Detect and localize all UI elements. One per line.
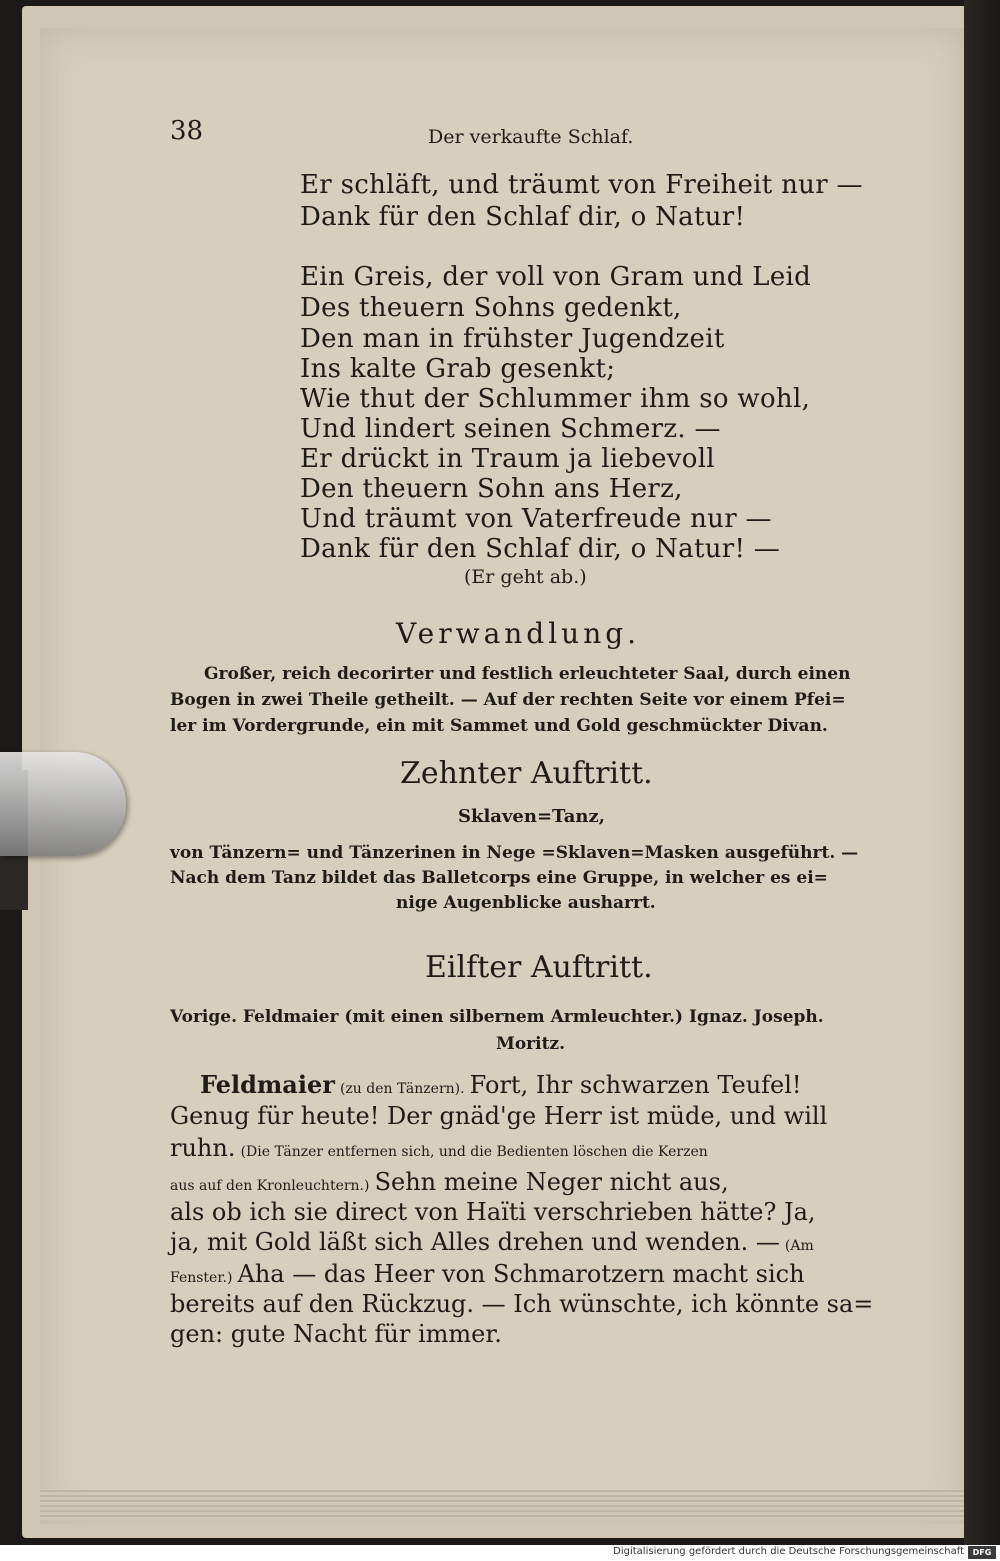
- stage-direction: (Am: [784, 1238, 814, 1254]
- stage-direction: (zu den Tänzern).: [339, 1081, 465, 1097]
- scene-description-line: nige Augenblicke ausharrt.: [396, 893, 656, 913]
- stage-direction: (Die Tänzer entfernen sich, und die Bedienten löschen die Kerzen: [240, 1144, 708, 1160]
- scene-description-line: von Tänzern= und Tänzerinen in Nege =Sklaven=Masken ausgeführt. —: [170, 843, 859, 863]
- funding-credit: Digitalisierung gefördert durch die Deutsche Forschungsgemeinschaft: [613, 1546, 964, 1557]
- stage-direction: Fenster.): [170, 1270, 233, 1286]
- verse-line: Den man in frühster Jugendzeit: [300, 324, 725, 354]
- verse-line: Er drückt in Traum ja liebevoll: [300, 444, 715, 474]
- dialogue-line: [170, 1228, 814, 1256]
- cast-list-line: Vorige. Feldmaier (mit einen silbernem Armleuchter.) Ignaz. Joseph.: [170, 1007, 824, 1027]
- dialogue-text: ja, mit Gold läßt sich Alles drehen und wenden. —: [170, 1228, 780, 1256]
- dialogue-line: [170, 1260, 805, 1288]
- verse-line: Er schläft, und träumt von Freiheit nur —: [300, 170, 863, 200]
- dialogue-line: gen: gute Nacht für immer.: [170, 1320, 502, 1348]
- verse-line: Wie thut der Schlummer ihm so wohl,: [300, 384, 811, 414]
- dialogue-line: [200, 1070, 802, 1099]
- dialogue-line: Genug für heute! Der gnäd'ge Herr ist müde, und will: [170, 1102, 828, 1130]
- cast-list-line: Moritz.: [496, 1034, 565, 1054]
- running-head: Der verkaufte Schlaf.: [428, 126, 634, 148]
- speaker-name: Feldmaier: [200, 1070, 335, 1099]
- verse-line: Und lindert seinen Schmerz. —: [300, 414, 721, 444]
- verse-line: Und träumt von Vaterfreude nur —: [300, 504, 772, 534]
- verse-line: Des theuern Sohns gedenkt,: [300, 293, 682, 323]
- footer-bar: [0, 1545, 1000, 1561]
- transformation-heading: Verwandlung.: [396, 617, 641, 650]
- dialogue-text: Fort, Ihr schwarzen Teufel!: [469, 1071, 802, 1099]
- verse-line: Den theuern Sohn ans Herz,: [300, 474, 683, 504]
- dialogue-line: bereits auf den Rückzug. — Ich wünschte, ich könnte sa=: [170, 1290, 874, 1318]
- dialogue-text: Aha — das Heer von Schmarotzern macht sich: [237, 1260, 805, 1288]
- scene-description-line: Bogen in zwei Theile getheilt. — Auf der rechten Seite vor einem Pfei=: [170, 690, 846, 710]
- bookmark-clip: [0, 752, 126, 856]
- dialogue-text: Sehn meine Neger nicht aus,: [374, 1168, 729, 1196]
- page-number: 38: [170, 116, 204, 146]
- verse-line: Dank für den Schlaf dir, o Natur!: [300, 202, 746, 232]
- dialogue-text: ruhn.: [170, 1134, 236, 1162]
- verse-line: Dank für den Schlaf dir, o Natur! —: [300, 534, 781, 564]
- scene-subheading: Sklaven=Tanz,: [458, 806, 605, 827]
- scene-description-line: Großer, reich decorirter und festlich erleuchteter Saal, durch einen: [204, 664, 851, 684]
- dialogue-line: als ob ich sie direct von Haïti verschrieben hätte? Ja,: [170, 1198, 816, 1226]
- scene-heading: Eilfter Auftritt.: [425, 950, 653, 985]
- dialogue-line: [170, 1168, 729, 1196]
- scene-description-line: ler im Vordergrunde, ein mit Sammet und Gold geschmückter Divan.: [170, 716, 828, 736]
- scene-heading: Zehnter Auftritt.: [400, 756, 653, 791]
- stage-direction: (Er geht ab.): [464, 566, 587, 588]
- verse-line: Ein Greis, der voll von Gram und Leid: [300, 262, 812, 292]
- dfg-logo: DFG: [968, 1546, 996, 1559]
- dialogue-line: [170, 1134, 708, 1162]
- verse-line: Ins kalte Grab gesenkt;: [300, 354, 616, 384]
- scene-description-line: Nach dem Tanz bildet das Balletcorps eine Gruppe, in welcher es ei=: [170, 868, 828, 888]
- stage-direction: aus auf den Kronleuchtern.): [170, 1178, 370, 1194]
